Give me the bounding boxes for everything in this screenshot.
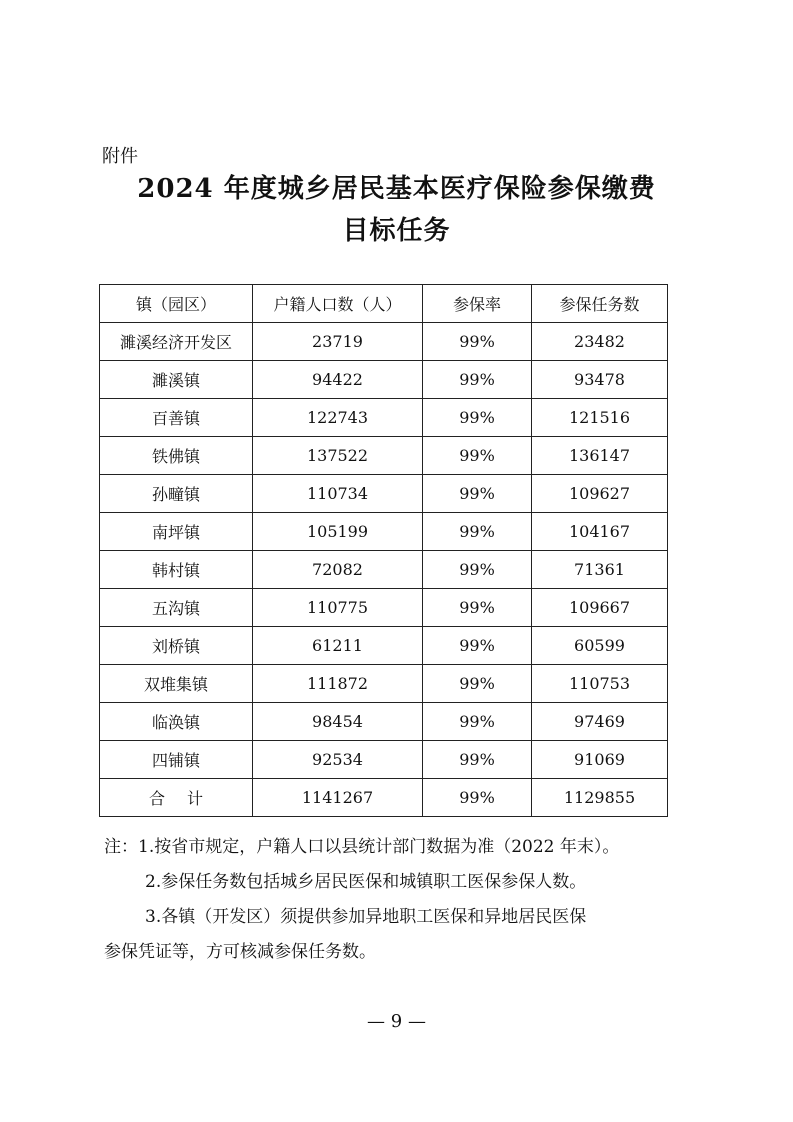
- document-title-line1: 2024 年度城乡居民基本医疗保险参保缴费: [137, 174, 656, 204]
- header-town: 镇（园区）: [100, 285, 253, 323]
- table-row: [100, 399, 668, 437]
- header-rate: 参保率: [423, 285, 532, 323]
- cell-target: 104167: [532, 513, 668, 551]
- cell-rate: 99%: [423, 551, 532, 589]
- table-row: [100, 323, 668, 361]
- table-row: [100, 665, 668, 703]
- cell-population: 61211: [253, 627, 423, 665]
- cell-population: 72082: [253, 551, 423, 589]
- table-row: [100, 703, 668, 741]
- cell-target: 93478: [532, 361, 668, 399]
- cell-rate: 99%: [423, 513, 532, 551]
- cell-target: 109627: [532, 475, 668, 513]
- cell-population: 98454: [253, 703, 423, 741]
- page-number: — 9 —: [367, 1011, 426, 1032]
- cell-rate: 99%: [423, 741, 532, 779]
- total-label: 合计: [100, 779, 253, 817]
- note-3-continued: 参保凭证等，方可核减参保任务数。: [104, 942, 376, 962]
- cell-town: 四铺镇: [100, 741, 253, 779]
- cell-town: 刘桥镇: [100, 627, 253, 665]
- cell-target: 109667: [532, 589, 668, 627]
- cell-rate: 99%: [423, 627, 532, 665]
- note-1: 注：1.按省市规定，户籍人口以县统计部门数据为准（2022 年末）。: [104, 837, 620, 857]
- cell-rate: 99%: [423, 703, 532, 741]
- cell-target: 110753: [532, 665, 668, 703]
- cell-rate: 99%: [423, 399, 532, 437]
- notes-section: [104, 832, 704, 972]
- table-row: [100, 513, 668, 551]
- cell-rate: 99%: [423, 475, 532, 513]
- cell-population: 110734: [253, 475, 423, 513]
- cell-population: 105199: [253, 513, 423, 551]
- cell-population: 137522: [253, 437, 423, 475]
- cell-population: 1141267: [253, 779, 423, 817]
- cell-population: 110775: [253, 589, 423, 627]
- cell-town: 孙疃镇: [100, 475, 253, 513]
- cell-population: 23719: [253, 323, 423, 361]
- note-2: 2.参保任务数包括城乡居民医保和城镇职工医保参保人数。: [145, 872, 587, 892]
- table-row: [100, 475, 668, 513]
- cell-town: 韩村镇: [100, 551, 253, 589]
- cell-town: 濉溪经济开发区: [100, 323, 253, 361]
- cell-target: 136147: [532, 437, 668, 475]
- target-table: [99, 284, 668, 817]
- table-row: [100, 741, 668, 779]
- cell-population: 111872: [253, 665, 423, 703]
- cell-population: 92534: [253, 741, 423, 779]
- cell-target: 1129855: [532, 779, 668, 817]
- cell-town: 五沟镇: [100, 589, 253, 627]
- cell-target: 97469: [532, 703, 668, 741]
- cell-town: 百善镇: [100, 399, 253, 437]
- cell-rate: 99%: [423, 665, 532, 703]
- table-header-row: [100, 285, 668, 323]
- header-population: 户籍人口数（人）: [253, 285, 423, 323]
- cell-rate: 99%: [423, 361, 532, 399]
- cell-population: 94422: [253, 361, 423, 399]
- cell-town: 濉溪镇: [100, 361, 253, 399]
- table-row: [100, 627, 668, 665]
- cell-town: 铁佛镇: [100, 437, 253, 475]
- cell-rate: 99%: [423, 437, 532, 475]
- cell-rate: 99%: [423, 589, 532, 627]
- cell-town: 临涣镇: [100, 703, 253, 741]
- table-total-row: [100, 779, 668, 817]
- cell-rate: 99%: [423, 779, 532, 817]
- table-row: [100, 437, 668, 475]
- cell-town: 双堆集镇: [100, 665, 253, 703]
- document-title-line2: 目标任务: [342, 216, 451, 246]
- cell-target: 60599: [532, 627, 668, 665]
- cell-rate: 99%: [423, 323, 532, 361]
- cell-target: 71361: [532, 551, 668, 589]
- cell-target: 91069: [532, 741, 668, 779]
- cell-town: 南坪镇: [100, 513, 253, 551]
- table-row: [100, 361, 668, 399]
- table-row: [100, 551, 668, 589]
- header-target: 参保任务数: [532, 285, 668, 323]
- cell-population: 122743: [253, 399, 423, 437]
- attachment-label: 附件: [102, 146, 138, 167]
- cell-target: 121516: [532, 399, 668, 437]
- cell-target: 23482: [532, 323, 668, 361]
- note-3: 3.各镇（开发区）须提供参加异地职工医保和异地居民医保: [145, 907, 587, 927]
- table-row: [100, 589, 668, 627]
